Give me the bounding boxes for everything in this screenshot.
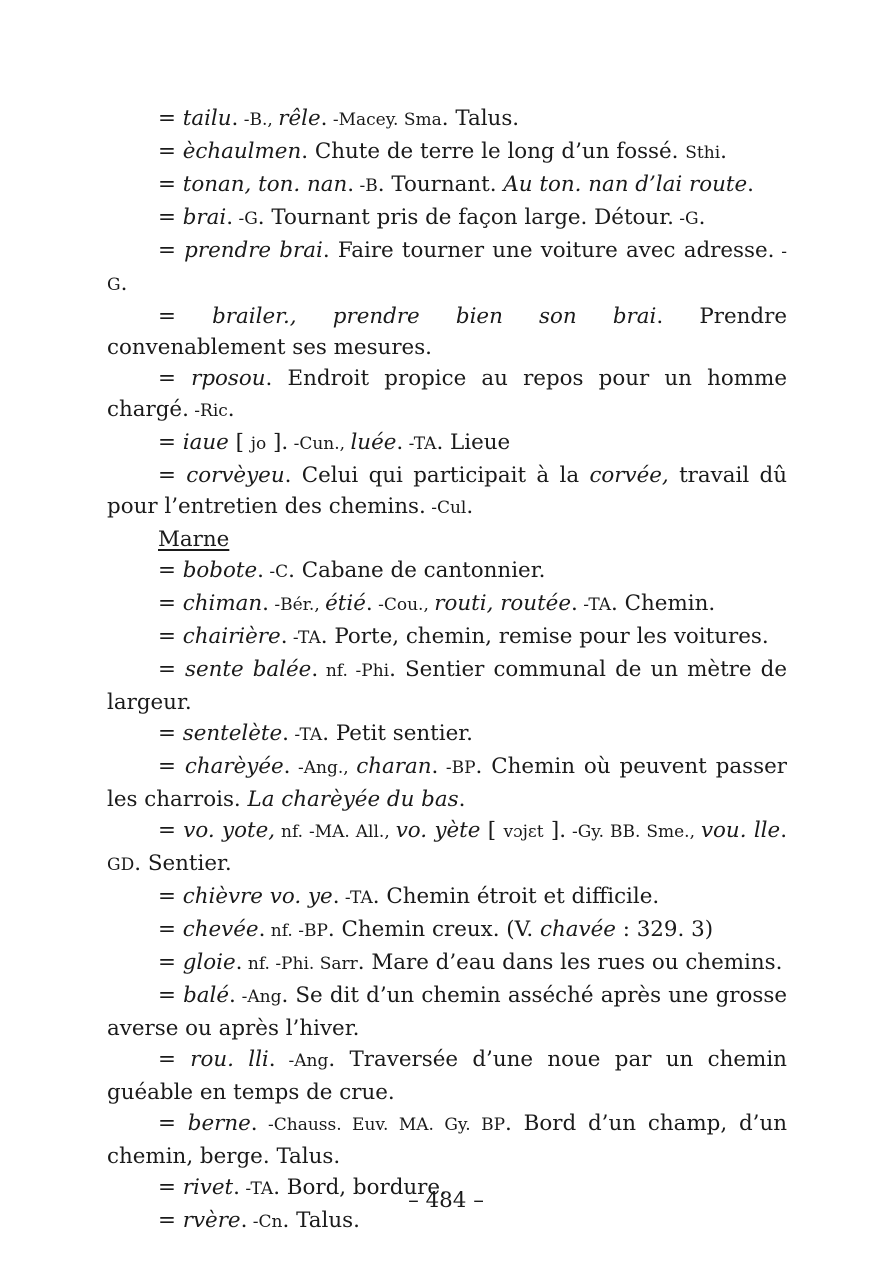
entry-run: . bbox=[280, 624, 288, 649]
entry-run: -Cun., bbox=[288, 434, 351, 454]
entry-run: vou. lle bbox=[700, 818, 781, 843]
dictionary-entry bbox=[107, 555, 787, 588]
entry-run: . Chemin étroit et difficile. bbox=[372, 884, 660, 909]
entry-run: nf. -Phi bbox=[318, 661, 390, 681]
entry-run: bobote bbox=[182, 558, 258, 583]
entry-run: . Cabane de cantonnier. bbox=[288, 558, 546, 583]
entry-run: charèyée bbox=[184, 754, 284, 779]
entry-run: . bbox=[311, 657, 319, 682]
dictionary-entry bbox=[107, 169, 787, 202]
entry-run: -Chauss. Euv. MA. Gy. BP bbox=[257, 1115, 506, 1135]
entry-run: -Cn bbox=[247, 1212, 283, 1232]
entry-run: . Sentier communal de un mètre de largeur. bbox=[107, 657, 787, 715]
dictionary-entry bbox=[107, 621, 787, 654]
entry-run: sente balée bbox=[185, 657, 312, 682]
entry-run: -Bér., bbox=[268, 595, 326, 615]
dictionary-entry bbox=[107, 301, 787, 363]
page-text bbox=[107, 103, 787, 1238]
entry-run: . Faire tourner une voiture avec adresse. bbox=[322, 238, 775, 263]
entry-run: = bbox=[158, 950, 183, 975]
entry-run: -Ang bbox=[235, 987, 282, 1007]
entry-run: -Ang., bbox=[290, 758, 357, 778]
entry-run: jo bbox=[250, 434, 267, 454]
entry-run: -G bbox=[233, 209, 258, 229]
entry-run: -B., bbox=[238, 110, 279, 130]
entry-run: = bbox=[158, 983, 184, 1008]
entry-run: -Ang bbox=[275, 1051, 329, 1071]
entry-run: . bbox=[458, 787, 466, 812]
entry-run: rivet bbox=[182, 1175, 234, 1200]
entry-run: . bbox=[332, 884, 340, 909]
entry-run: -Macey. Sma bbox=[327, 110, 442, 130]
entry-run: -C bbox=[263, 562, 289, 582]
dictionary-entry bbox=[107, 202, 787, 235]
entry-run: . Petit sentier. bbox=[322, 721, 473, 746]
entry-run: . Talus. bbox=[441, 106, 520, 131]
entry-run: rposou bbox=[191, 366, 266, 391]
entry-run: -TA bbox=[239, 1179, 274, 1199]
entry-run: . bbox=[233, 1175, 240, 1200]
page-number: – 484 – bbox=[408, 1188, 484, 1213]
entry-run: tonan, ton. nan bbox=[182, 172, 348, 197]
entry-run: . bbox=[320, 106, 328, 131]
dictionary-entry bbox=[107, 751, 787, 815]
dictionary-entry bbox=[107, 718, 787, 751]
entry-run: . Celui qui participait à la bbox=[284, 463, 590, 488]
entry-run: -BP bbox=[438, 758, 476, 778]
entry-run: Sthi bbox=[685, 143, 721, 163]
entry-run: . Chemin où peuvent passer les charrois. bbox=[107, 754, 787, 812]
entry-run: routi, routée bbox=[434, 591, 571, 616]
entry-run: . Tournant. bbox=[377, 172, 504, 197]
entry-run: -Gy. BB. Sme., bbox=[566, 822, 701, 842]
entry-run: . Chemin. bbox=[611, 591, 716, 616]
entry-run: ]. bbox=[266, 430, 289, 455]
entry-run: GD bbox=[107, 855, 135, 875]
entry-run: chavée bbox=[539, 917, 616, 942]
dictionary-entry bbox=[107, 815, 787, 881]
entry-run: = bbox=[158, 304, 213, 329]
entry-run: . Sentier. bbox=[134, 851, 232, 876]
entry-run: . Endroit propice au repos pour un homme chargé. bbox=[107, 366, 787, 422]
entry-run: balé bbox=[183, 983, 230, 1008]
dictionary-entry bbox=[107, 427, 787, 460]
entry-run: nf. -BP bbox=[265, 921, 328, 941]
entry-run: berne bbox=[187, 1111, 251, 1136]
entry-run: . Talus. bbox=[282, 1208, 360, 1233]
entry-run: -TA bbox=[288, 725, 323, 745]
entry-run: . bbox=[120, 271, 128, 296]
entry-run: = bbox=[158, 106, 183, 131]
entry-run: . bbox=[231, 106, 239, 131]
entry-run: rvère bbox=[182, 1208, 241, 1233]
entry-run: chièvre vo. ye bbox=[182, 884, 333, 909]
entry-run: = bbox=[158, 721, 183, 746]
entry-run: . Bord, bordure. bbox=[273, 1175, 447, 1200]
entry-run: . bbox=[466, 494, 474, 519]
dictionary-entry bbox=[107, 947, 787, 980]
entry-run: . Mare d’eau dans les rues ou chemins. bbox=[357, 950, 783, 975]
entry-run: . bbox=[720, 139, 727, 164]
entry-run: = bbox=[158, 172, 183, 197]
entry-run: vo. yète bbox=[395, 818, 481, 843]
dictionary-entry bbox=[107, 980, 787, 1044]
entry-run: . Bord d’un champ, d’un chemin, berge. Talus. bbox=[107, 1111, 787, 1169]
entry-run: prendre brai bbox=[184, 238, 323, 263]
entry-run: -G bbox=[673, 209, 699, 229]
entry-run: corvée, bbox=[589, 463, 669, 488]
entry-run: = bbox=[158, 884, 183, 909]
entry-run: [ bbox=[480, 818, 504, 843]
entry-run: = bbox=[158, 1208, 183, 1233]
entry-run: vo. yote, bbox=[183, 818, 276, 843]
entry-run: chevée bbox=[182, 917, 259, 942]
entry-run: -Cul bbox=[425, 498, 467, 518]
entry-run: -G bbox=[107, 242, 788, 295]
entry-run: . bbox=[268, 1047, 276, 1072]
entry-run: . bbox=[262, 591, 269, 616]
entry-run: = bbox=[158, 430, 183, 455]
entry-run: -TA bbox=[339, 888, 373, 908]
entry-run: = bbox=[158, 818, 184, 843]
entry-run: étié bbox=[325, 591, 366, 616]
entry-run: . Chute de terre le long d’un fossé. bbox=[301, 139, 686, 164]
section-heading: Marne bbox=[158, 527, 230, 552]
dictionary-entry bbox=[107, 1044, 787, 1108]
entry-run: corvèyeu bbox=[186, 463, 285, 488]
entry-run: -Cou., bbox=[372, 595, 435, 615]
entry-run: = bbox=[158, 754, 185, 779]
entry-run: . bbox=[257, 558, 264, 583]
dictionary-entry bbox=[107, 136, 787, 169]
dictionary-entry bbox=[107, 881, 787, 914]
entry-run: = bbox=[158, 591, 183, 616]
entry-run: = bbox=[158, 624, 183, 649]
entry-run: [ bbox=[228, 430, 251, 455]
entry-run: brailer., prendre bien son brai bbox=[212, 304, 657, 329]
entry-run: -TA bbox=[287, 628, 321, 648]
dictionary-entry bbox=[107, 1108, 787, 1172]
entry-run: -B bbox=[354, 176, 378, 196]
entry-run: rêle bbox=[278, 106, 321, 131]
entry-run: = bbox=[158, 917, 183, 942]
entry-run: = bbox=[158, 1111, 188, 1136]
dictionary-entry bbox=[107, 524, 787, 555]
dictionary-entry bbox=[107, 235, 787, 301]
entry-run: = bbox=[158, 238, 185, 263]
entry-run: = bbox=[158, 205, 183, 230]
entry-run: rou. lli bbox=[190, 1047, 269, 1072]
entry-run: chairière bbox=[182, 624, 281, 649]
entry-run: = bbox=[158, 1175, 183, 1200]
entry-run: . bbox=[431, 754, 439, 779]
entry-run: . bbox=[250, 1111, 258, 1136]
entry-run: . bbox=[282, 721, 289, 746]
entry-run: . bbox=[698, 205, 706, 230]
entry-run: . bbox=[226, 205, 234, 230]
entry-run: . bbox=[780, 818, 787, 843]
entry-run: . Se dit d’un chemin asséché après une grosse averse ou après l’hiver. bbox=[107, 983, 787, 1041]
dictionary-entry bbox=[107, 654, 787, 718]
entry-run: vɔjɛt bbox=[503, 822, 544, 842]
entry-run: = bbox=[158, 1047, 191, 1072]
entry-run: ]. bbox=[543, 818, 567, 843]
entry-run: èchaulmen bbox=[182, 139, 302, 164]
entry-run: iaue bbox=[182, 430, 229, 455]
entry-run: . bbox=[258, 917, 266, 942]
entry-run: tailu bbox=[182, 106, 232, 131]
entry-run: . Porte, chemin, remise pour les voitures. bbox=[320, 624, 769, 649]
entry-run: . Traversée d’une noue par un chemin guéable en temps de crue. bbox=[107, 1047, 787, 1105]
entry-run: . bbox=[365, 591, 373, 616]
entry-run: sentelète bbox=[182, 721, 283, 746]
entry-run: . bbox=[227, 397, 235, 422]
dictionary-entry bbox=[107, 588, 787, 621]
entry-run: La charèyée du bas bbox=[247, 787, 459, 812]
dictionary-entry bbox=[107, 363, 787, 427]
dictionary-entry bbox=[107, 914, 787, 947]
entry-run: luée bbox=[350, 430, 397, 455]
entry-run: = bbox=[158, 558, 183, 583]
entry-run: . bbox=[235, 950, 243, 975]
entry-run: brai bbox=[182, 205, 227, 230]
entry-run: . bbox=[747, 172, 754, 197]
entry-run: = bbox=[158, 657, 185, 682]
entry-run: . Lieue bbox=[436, 430, 511, 455]
entry-run: Au ton. nan d’lai route bbox=[503, 172, 748, 197]
entry-run: . bbox=[229, 983, 236, 1008]
dictionary-entry bbox=[107, 460, 787, 524]
entry-run: nf. -Phi. Sarr bbox=[242, 954, 358, 974]
entry-run: = bbox=[158, 463, 187, 488]
entry-run: . bbox=[240, 1208, 248, 1233]
entry-run: = bbox=[158, 139, 183, 164]
entry-run: . Chemin creux. (V. bbox=[327, 917, 540, 942]
entry-run: -Ric bbox=[188, 401, 228, 421]
entry-run: -TA bbox=[403, 434, 437, 454]
entry-run: . Tournant pris de façon large. Détour. bbox=[257, 205, 674, 230]
entry-run: . bbox=[347, 172, 355, 197]
entry-run: chiman bbox=[182, 591, 263, 616]
entry-run: charan bbox=[356, 754, 432, 779]
entry-run: . bbox=[571, 591, 578, 616]
entry-run: . bbox=[283, 754, 291, 779]
entry-run: travail dû pour l’entretien des chemins. bbox=[107, 463, 787, 519]
dictionary-entry bbox=[107, 103, 787, 136]
entry-run: nf. -MA. All., bbox=[275, 822, 396, 842]
entry-run: . bbox=[396, 430, 404, 455]
entry-run: gloie bbox=[182, 950, 236, 975]
entry-run: . Prendre convenablement ses mesures. bbox=[107, 304, 787, 360]
entry-run: : 329. 3) bbox=[615, 917, 714, 942]
entry-run: = bbox=[158, 366, 192, 391]
entry-run: -TA bbox=[577, 595, 612, 615]
